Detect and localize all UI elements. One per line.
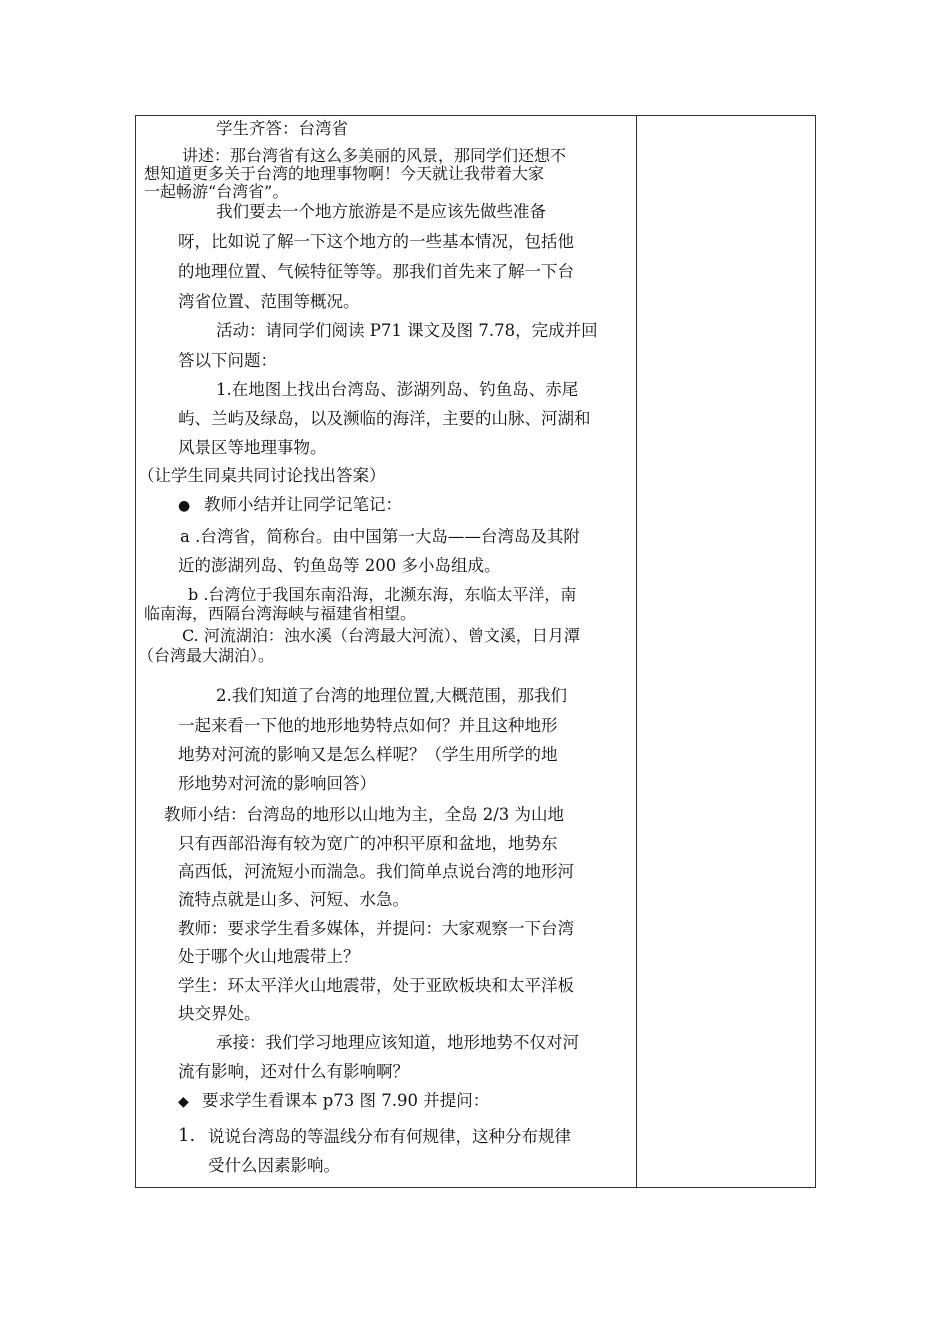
activity-line-2: 答以下问题： [178,351,277,370]
prep-line-2: 呀，比如说了解一下这个地方的一些基本情况，包括他 [178,232,574,251]
teacher-question-line-1: 教师：要求学生看多媒体，并提问：大家观察一下台湾 [178,919,574,938]
lesson-table [135,115,816,1188]
narration-line-1: 讲述：那台湾省有这么多美丽的风景，那同学们还想不 [182,146,567,165]
terrain-summary-line-3: 高西低，河流短小而湍急。我们简单点说台湾的地形河 [178,862,574,881]
diamond-icon: ◆ [178,1094,189,1110]
question-1-line-3: 风景区等地理事物。 [178,438,327,457]
note-a-line-2: 近的澎湖列岛、钓鱼岛等 200 多小岛组成。 [178,556,501,575]
question-2-line-2: 一起来看一下他的地形地势特点如何？并且这种地形 [178,716,558,735]
question-1-line-1: 1.在地图上找出台湾岛、澎湖列岛、钓鱼岛、赤尾 [216,380,579,399]
note-c-line-1: C. 河流湖泊：浊水溪（台湾最大河流）、曾文溪，日月潭 [182,626,580,645]
prep-line-3: 的地理位置、气候特征等等。那我们首先来了解一下台 [178,262,574,281]
question-2-line-4: 形地势对河流的影响回答） [178,774,376,793]
note-a-line-1: a .台湾省，简称台。由中国第一大岛——台湾岛及其附 [180,527,580,546]
teacher-summary-heading: 教师小结并让同学记笔记： [204,495,402,514]
transition-line-2: 流有影响，还对什么有影响啊？ [178,1062,409,1081]
terrain-summary-line-2: 只有西部沿海有较为宽广的冲积平原和盆地，地势东 [178,834,558,853]
isotherm-question-line-2: 受什么因素影响。 [208,1156,340,1175]
discussion-note: （让学生同桌共同讨论找出答案） [138,466,386,485]
prep-line-1: 我们要去一个地方旅游是不是应该先做些准备 [216,202,546,221]
list-number: 1. [178,1125,196,1146]
question-2-line-1: 2.我们知道了台湾的地理位置,大概范围，那我们 [216,686,567,705]
question-1-line-2: 屿、兰屿及绿岛，以及濒临的海洋，主要的山脉、河湖和 [178,409,591,428]
teacher-question-line-2: 处于哪个火山地震带上？ [178,947,360,966]
isotherm-question-line-1: 说说台湾岛的等温线分布有何规律，这种分布规律 [208,1127,571,1146]
note-b-line-2: 临南海，西隔台湾海峡与福建省相望。 [144,604,417,623]
column-divider [636,116,637,1187]
prep-line-4: 湾省位置、范围等概况。 [178,292,360,311]
narration-line-2: 想知道更多关于台湾的地理事物啊！今天就让我带着大家 [144,164,545,183]
transition-line-1: 承接：我们学习地理应该知道，地形地势不仅对河 [216,1033,579,1052]
activity-line-1: 活动：请同学们阅读 P71 课文及图 7.78，完成并回 [216,321,598,340]
question-2-line-3: 地势对河流的影响又是怎么样呢？（学生用所学的地 [178,745,558,764]
note-b-line-1: b .台湾位于我国东南沿海，北濒东海，东临太平洋，南 [188,585,577,604]
textbook-instruction: 要求学生看课本 p73 图 7.90 并提问： [202,1091,490,1110]
note-c-line-2: （台湾最大湖泊）。 [138,646,275,665]
student-reply-line-1: 学生：环太平洋火山地震带，处于亚欧板块和太平洋板 [178,976,574,995]
bullet-icon: ● [178,498,191,514]
student-answer: 学生齐答：台湾省 [216,119,348,138]
terrain-summary-line-1: 教师小结：台湾岛的地形以山地为主，全岛 2/3 为山地 [164,805,565,824]
narration-line-3: 一起畅游“台湾省”。 [144,182,289,201]
teaching-content-cell [136,116,636,1187]
student-reply-line-2: 块交界处。 [178,1004,261,1023]
terrain-summary-line-4: 流特点就是山多、河短、水急。 [178,890,409,909]
